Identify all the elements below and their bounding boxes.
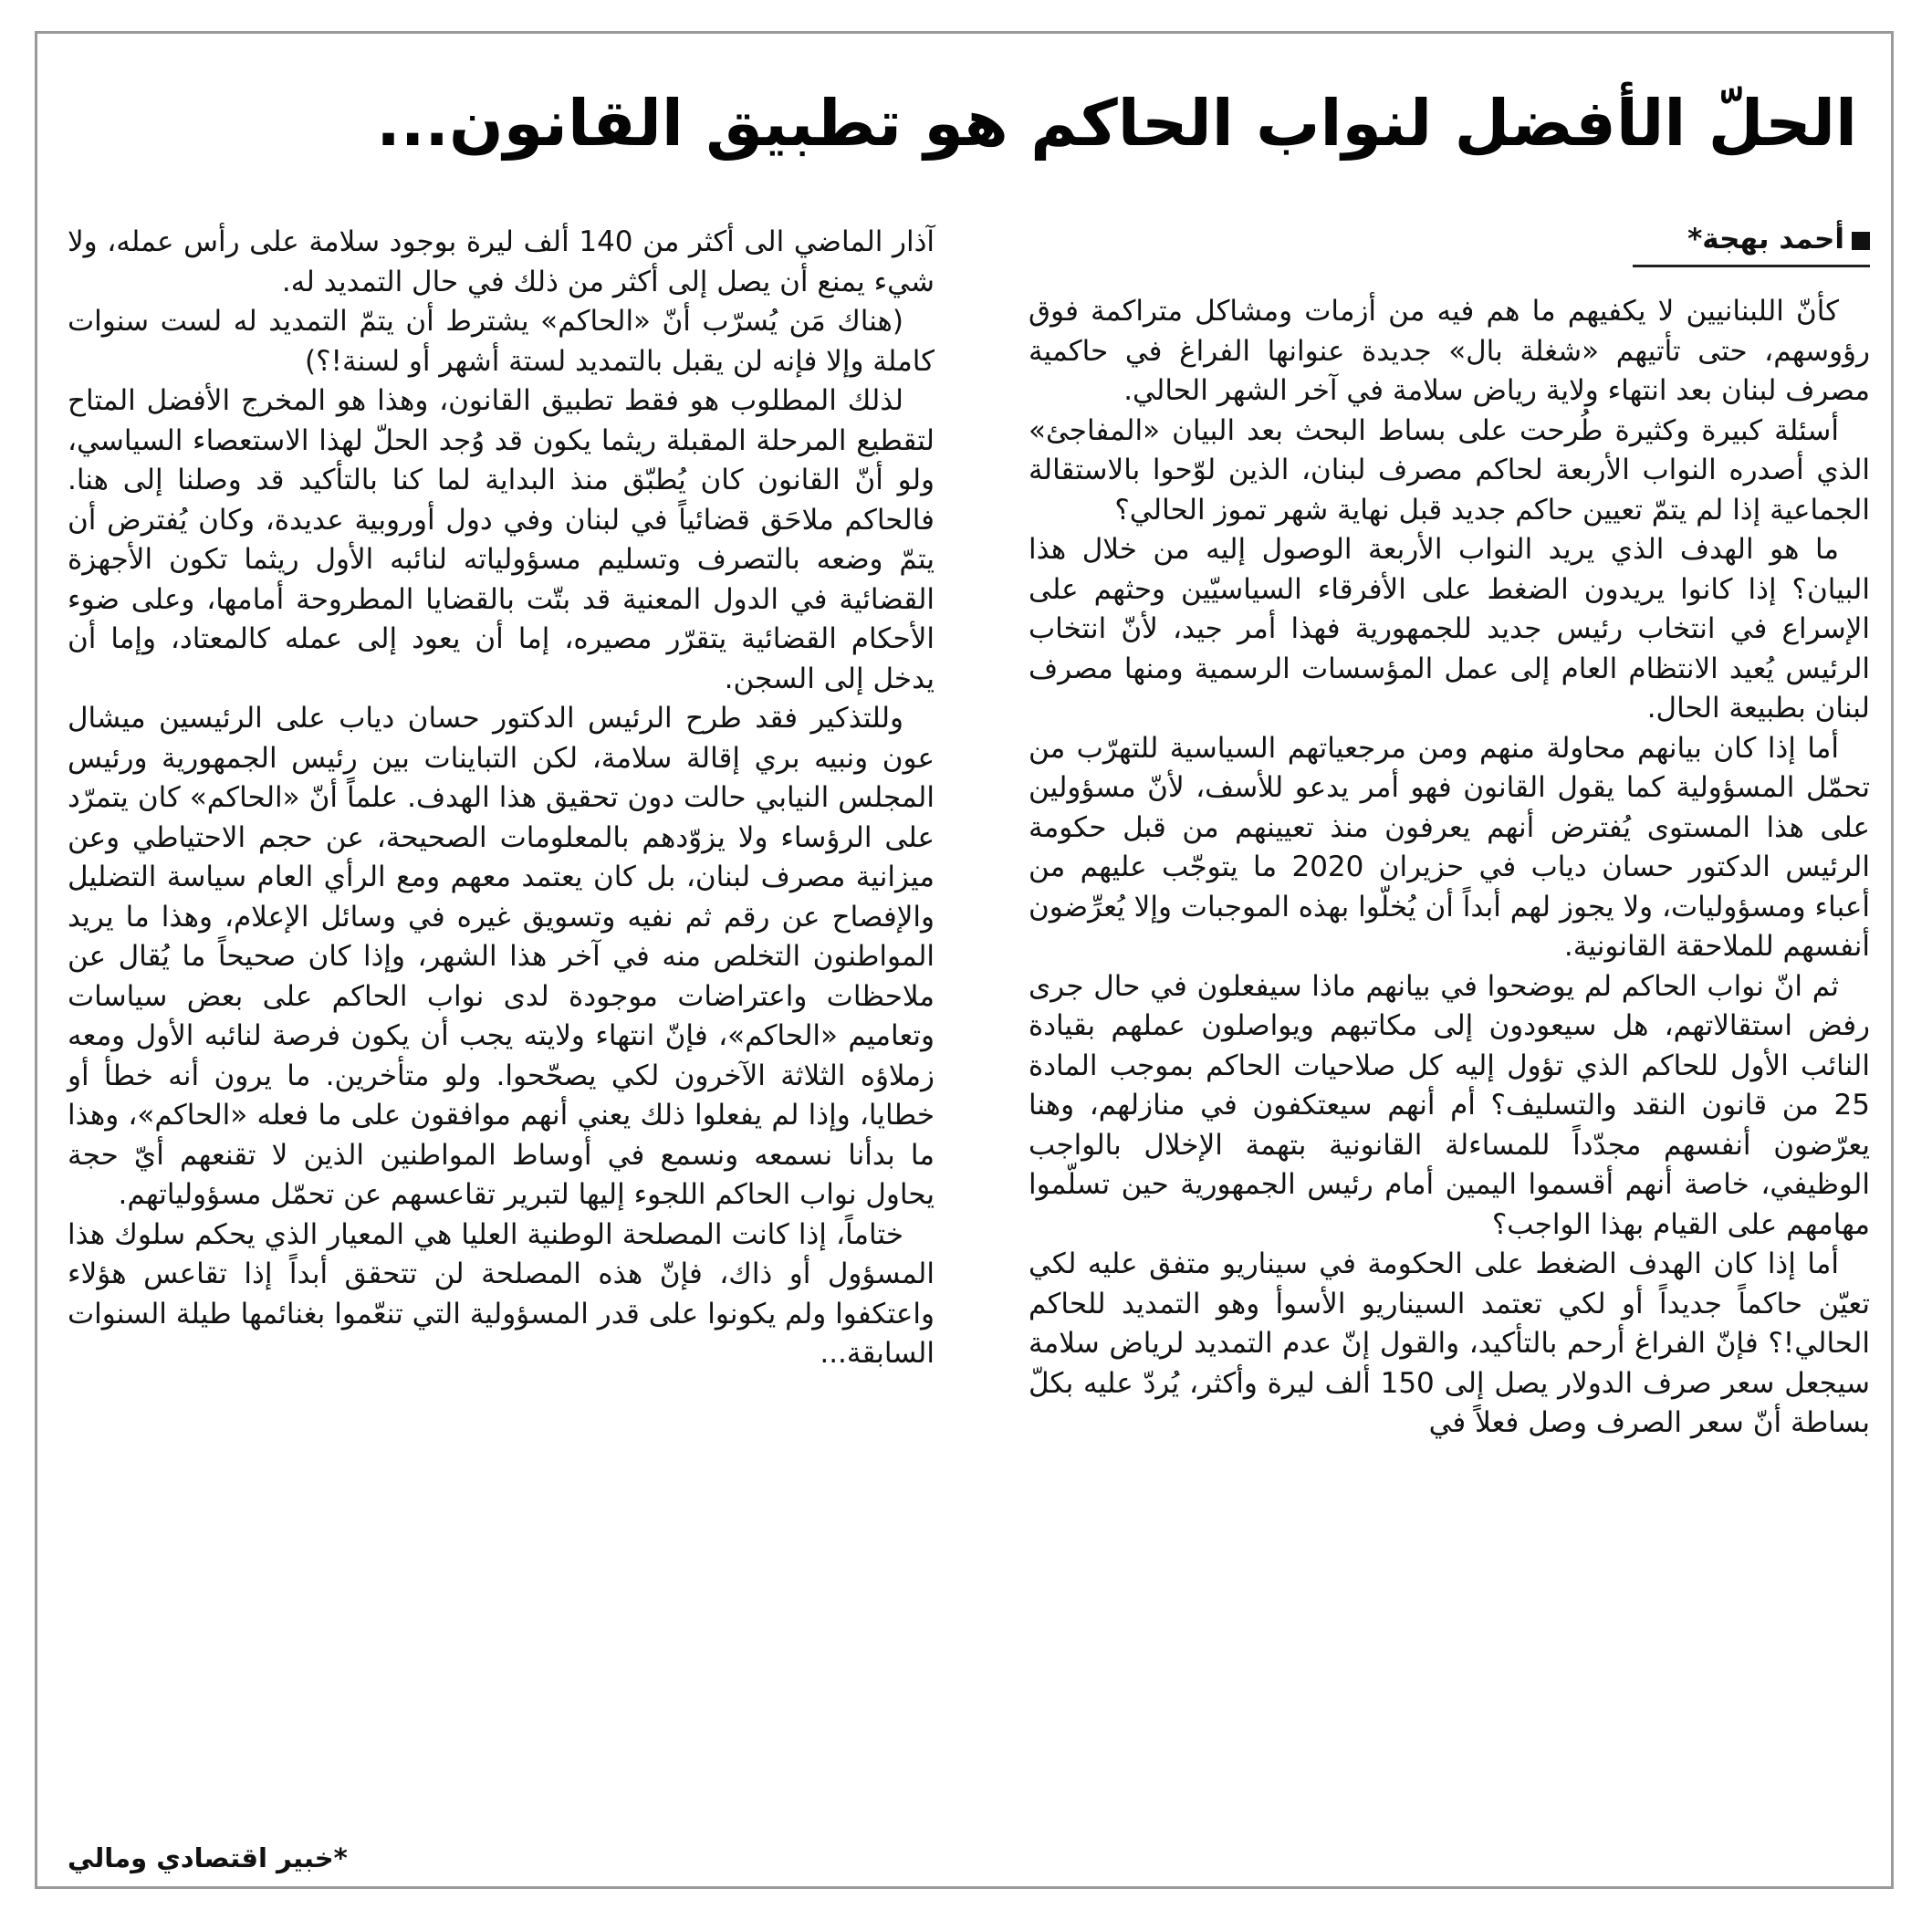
paragraph: أما إذا كان الهدف الضغط على الحكومة في سيناريو متفق عليه لكي تعيّن حاكماً جديداً أو لكي تعتمد السيناريو الأسوأ وهو التمديد للحاكم الحالي!؟ فإنّ الفراغ أرحم بالتأكيد، والقول إنّ عدم التمديد لرياض سلامة سيجعل سعر صرف الدولار يصل إلى 150 ألف ليرة وأكثر، يُردّ عليه بكلّ بساطة أنّ سعر الصرف وصل فعلاً في [1029, 1247, 1870, 1439]
paragraph: ما هو الهدف الذي يريد النواب الأربعة الوصول إليه من خلال هذا البيان؟ إذا كانوا يريدون الضغط على الأفرقاء السياسيّين وحثهم على الإسراع في انتخاب رئيس جديد للجمهورية فهذا أمر جيد، لأنّ انتخاب الرئيس يُعيد الانتظام العام إلى عمل المؤسسات الرسمية ومنها مصرف لبنان بطبيعة الحال. [1029, 533, 1870, 725]
paragraph: لذلك المطلوب هو فقط تطبيق القانون، وهذا هو المخرج الأفضل المتاح لتقطيع المرحلة المقبلة ريثما يكون قد وُجد الحلّ لهذا الاستعصاء السياسي، ولو أنّ القانون كان يُطبّق منذ البداية لما كنا بالتأكيد قد وصلنا إلى هنا. فالحاكم ملاحَق قضائياً في لبنان وفي دول أوروبية عديدة، وكان يُفترض أن يتمّ وضعه بالتصرف وتسليم مسؤولياته لنائبه الأول ريثما تكون الأجهزة القضائية في الدول المعنية قد بتّت بالقضايا المطروحة أمامها، وعلى ضوء الأحكام القضائية يتقرّر مصيره، إما أن يعود إلى عمله كالمعتاد، وإما أن يدخل إلى السجن. [68, 384, 935, 695]
byline-square-icon [1852, 232, 1870, 250]
paragraph: (هناك مَن يُسرّب أنّ «الحاكم» يشترط أن يتمّ التمديد له لست سنوات كاملة وإلا فإنه لن يقبل بالتمديد لستة أشهر أو لسنة!؟) [68, 305, 935, 378]
paragraph: ختاماً، إذا كانت المصلحة الوطنية العليا هي المعيار الذي يحكم سلوك هذا المسؤول أو ذاك، فإنّ هذه المصلحة لن تتحقق أبداً إذا تقاعس هؤلاء واعتكفوا ولم يكونوا على قدر المسؤولية التي تنعّموا بغنائمها طيلة السنوات السابقة... [68, 1217, 935, 1370]
paragraph: أسئلة كبيرة وكثيرة طُرحت على بساط البحث بعد البيان «المفاجئ» الذي أصدره النواب الأربعة لحاكم مصرف لبنان، الذين لوّحوا بالاستقالة الجماعية إذا لم يتمّ تعيين حاكم جديد قبل نهاية شهر تموز الحالي؟ [1029, 413, 1870, 527]
author-name: أحمد بهجة* [1687, 223, 1844, 256]
article-column-left [68, 223, 935, 1374]
paragraph: ثم انّ نواب الحاكم لم يوضحوا في بيانهم ماذا سيفعلون في حال جرى رفض استقالاتهم، هل سيعودون إلى مكاتبهم ويواصلون عملهم بقيادة النائب الأول للحاكم الذي تؤول إليه كل صلاحيات الحاكم بموجب المادة 25 من قانون النقد والتسليف؟ أم أنهم سيعتكفون في منازلهم، وهنا يعرّضون أنفسهم مجدّداً للمساءلة القانونية بتهمة الإخلال بالواجب الوظيفي، خاصة أنهم أقسموا اليمين أمام رئيس الجمهورية حين تسلّموا مهامهم على القيام بهذا الواجب؟ [1029, 969, 1870, 1241]
author-byline [1633, 219, 1870, 267]
paragraph: أما إذا كان بيانهم محاولة منهم ومن مرجعياتهم السياسية للتهرّب من تحمّل المسؤولية كما يقول القانون فهو أمر يدعو للأسف، لأنّ مسؤولين على هذا المستوى يُفترض أنهم يعرفون منذ تعيينهم من قبل حكومة الرئيس الدكتور حسان دياب في حزيران 2020 ما يتوجّب عليهم من أعباء ومسؤوليات، ولا يجوز لهم أبداً أن يُخلّوا بهذه الموجبات وإلا يُعرِّضون أنفسهم للملاحقة القانونية. [1029, 731, 1870, 963]
paragraph: كأنّ اللبنانيين لا يكفيهم ما هم فيه من أزمات ومشاكل متراكمة فوق رؤوسهم، حتى تأتيهم «شغلة بال» جديدة عنوانها الفراغ في حاكمية مصرف لبنان بعد انتهاء ولاية رياض سلامة في آخر الشهر الحالي. [1029, 295, 1870, 407]
article-column-right [1029, 292, 1870, 1444]
article-headline: الحلّ الأفضل لنواب الحاكم هو تطبيق القانون... [376, 86, 1857, 161]
paragraph: آذار الماضي الى أكثر من 140 ألف ليرة بوجود سلامة على رأس عمله، ولا شيء يمنع أن يصل إلى أكثر من ذلك في حال التمديد له. [68, 225, 935, 298]
paragraph: وللتذكير فقد طرح الرئيس الدكتور حسان دياب على الرئيسين ميشال عون ونبيه بري إقالة سلامة، لكن التباينات بين رئيس الجمهورية ورئيس المجلس النيابي حالت دون تحقيق هذا الهدف. علماً أنّ «الحاكم» كان يتمرّد على الرؤساء ولا يزوّدهم بالمعلومات الصحيحة، عن حجم الاحتياطي وعن ميزانية مصرف لبنان، بل كان يعتمد معهم ومع الرأي العام سياسة التضليل والإفصاح عن رقم ثم نفيه وتسويق غيره في وسائل الإعلام، وهذا ما يريد المواطنون التخلص منه في آخر هذا الشهر، وإذا كان صحيحاً ما يُقال عن ملاحظات واعتراضات موجودة لدى نواب الحاكم على بعض سياسات وتعاميم «الحاكم»، فإنّ انتهاء ولايته يجب أن يكون فرصة لنائبه الأول ومعه زملاؤه الثلاثة الآخرون لكي يصحّحوا. ولو متأخرين. ما يرون أنه خطأ أو خطايا، وإذا لم يفعلوا ذلك يعني أنهم موافقون على ما فعله «الحاكم»، وهذا ما بدأنا نسمعه ونسمع في أوساط المواطنين الذين لا تقنعهم أيّ حجة يحاول نواب الحاكم اللجوء إليها لتبرير تقاعسهم عن تحمّل مسؤولياتهم. [68, 702, 935, 1211]
author-footnote: *خبير اقتصادي ومالي [68, 1842, 348, 1873]
